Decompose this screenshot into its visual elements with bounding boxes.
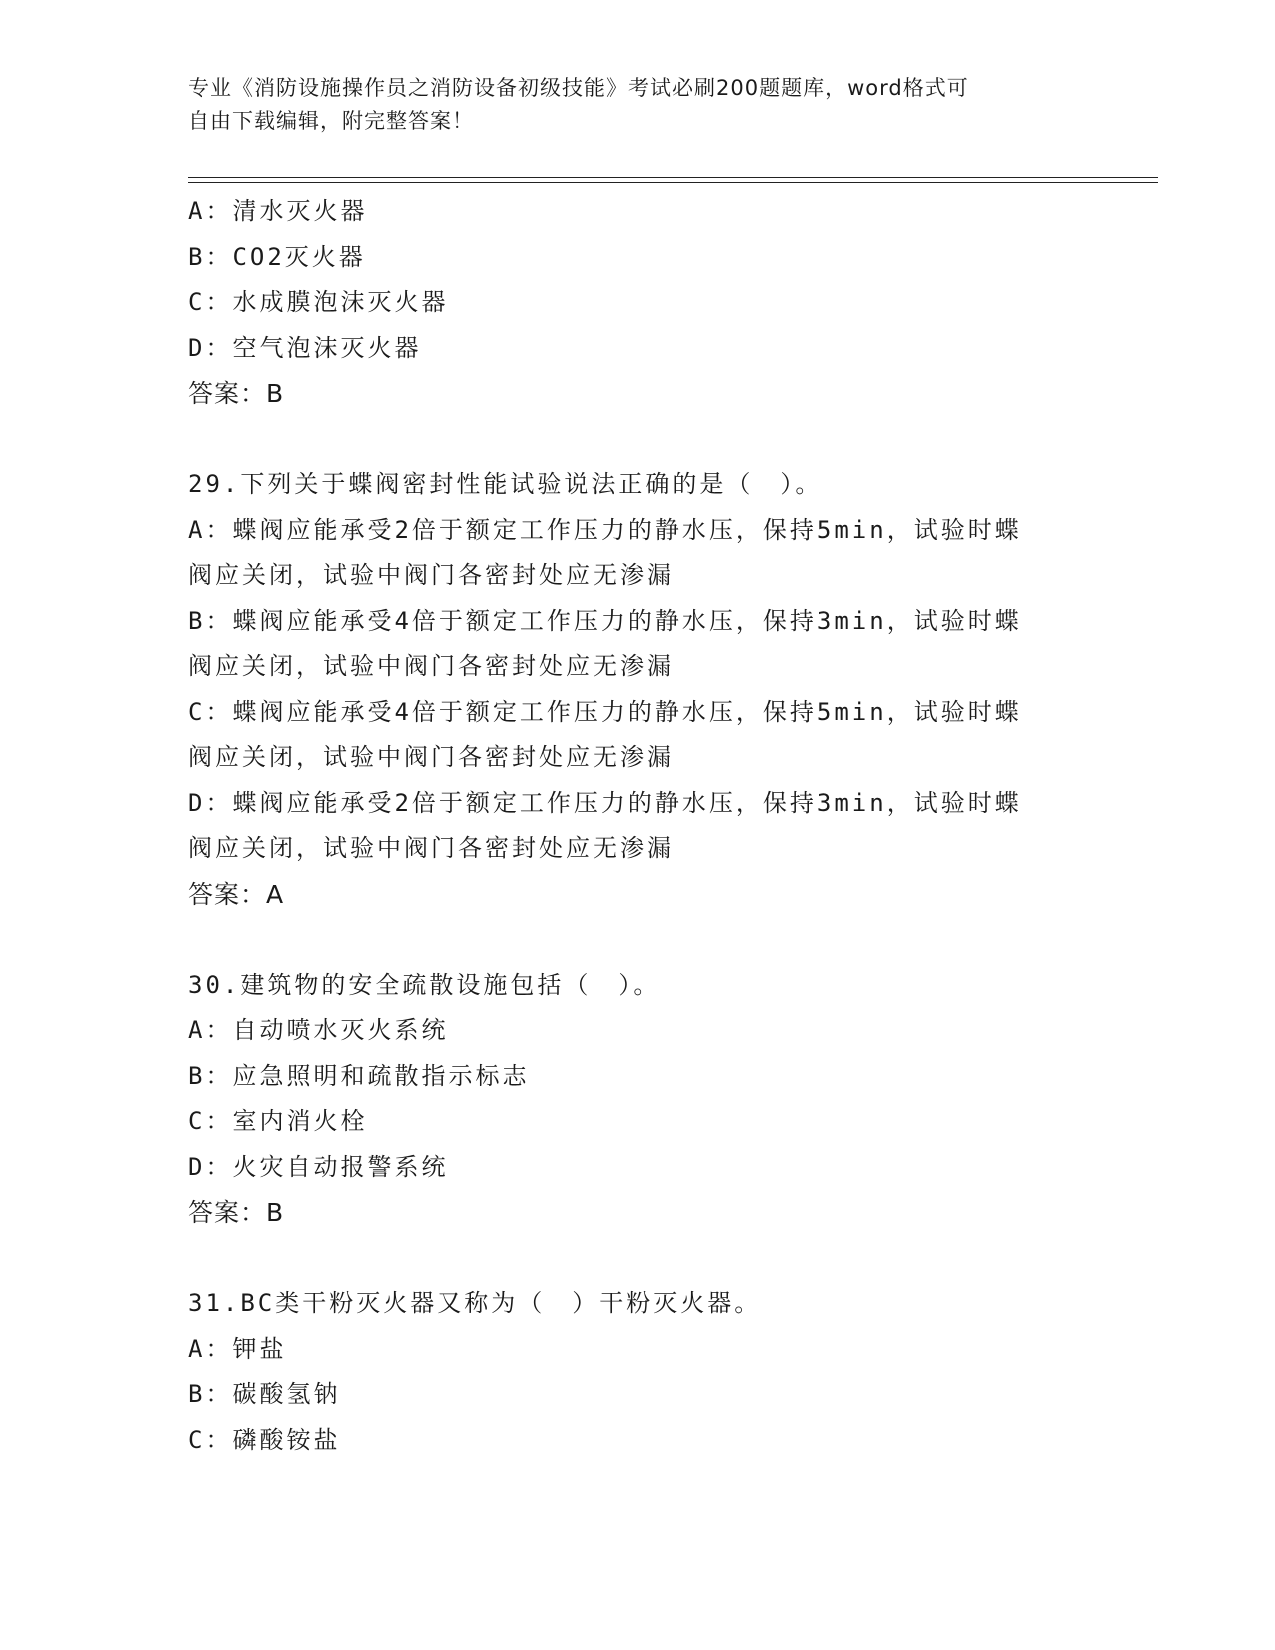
option-b-continued: 阀应关闭，试验中阀门各密封处应无渗漏 (188, 652, 674, 680)
option-b: B：碳酸氢钠 (188, 1380, 341, 1408)
spacer (188, 417, 1088, 463)
option-c: C：水成膜泡沫灭火器 (188, 288, 449, 316)
header-line-2: 自由下载编辑，附完整答案！ (188, 109, 474, 133)
header-divider-top (188, 177, 1158, 178)
header-line-1: 专业《消防设施操作员之消防设备初级技能》考试必刷200题题库，word格式可 (188, 76, 969, 100)
option-a-continued: 阀应关闭，试验中阀门各密封处应无渗漏 (188, 561, 674, 589)
question-block-29 (188, 462, 1088, 917)
question-list (188, 189, 1088, 1463)
spacer (188, 917, 1088, 963)
option-b: B：蝶阀应能承受4倍于额定工作压力的静水压，保持3min，试验时蝶 (188, 606, 1022, 635)
option-c: C：室内消火栓 (188, 1107, 368, 1135)
option-a: A：清水灭火器 (188, 197, 368, 225)
option-b: B：应急照明和疏散指示标志 (188, 1061, 530, 1090)
question-block-28 (188, 189, 1088, 417)
question-block-30 (188, 963, 1088, 1236)
option-d-continued: 阀应关闭，试验中阀门各密封处应无渗漏 (188, 834, 674, 862)
option-a: A：蝶阀应能承受2倍于额定工作压力的静水压，保持5min，试验时蝶 (188, 515, 1022, 544)
spacer (188, 1236, 1088, 1282)
document-header (188, 72, 1068, 138)
option-c-continued: 阀应关闭，试验中阀门各密封处应无渗漏 (188, 743, 674, 771)
option-a: A：自动喷水灭火系统 (188, 1016, 449, 1044)
option-c: C：蝶阀应能承受4倍于额定工作压力的静水压，保持5min，试验时蝶 (188, 697, 1022, 726)
option-d: D：火灾自动报警系统 (188, 1152, 449, 1181)
option-d: D：蝶阀应能承受2倍于额定工作压力的静水压，保持3min，试验时蝶 (188, 788, 1022, 817)
answer-label: 答案：B (188, 379, 285, 408)
option-a: A：钾盐 (188, 1334, 287, 1363)
option-b: B：CO2灭火器 (188, 242, 366, 271)
question-text: 31.BC类干粉灭火器又称为（ ）干粉灭火器。 (188, 1289, 762, 1317)
question-text: 29.下列关于蝶阀密封性能试验说法正确的是（ ）。 (188, 470, 823, 498)
question-text: 30.建筑物的安全疏散设施包括（ ）。 (188, 970, 661, 999)
option-c: C：磷酸铵盐 (188, 1425, 341, 1454)
header-divider-bottom (188, 182, 1158, 183)
question-block-31 (188, 1281, 1088, 1463)
option-d: D：空气泡沫灭火器 (188, 333, 422, 362)
answer-label: 答案：B (188, 1198, 285, 1227)
answer-label: 答案：A (188, 879, 285, 909)
